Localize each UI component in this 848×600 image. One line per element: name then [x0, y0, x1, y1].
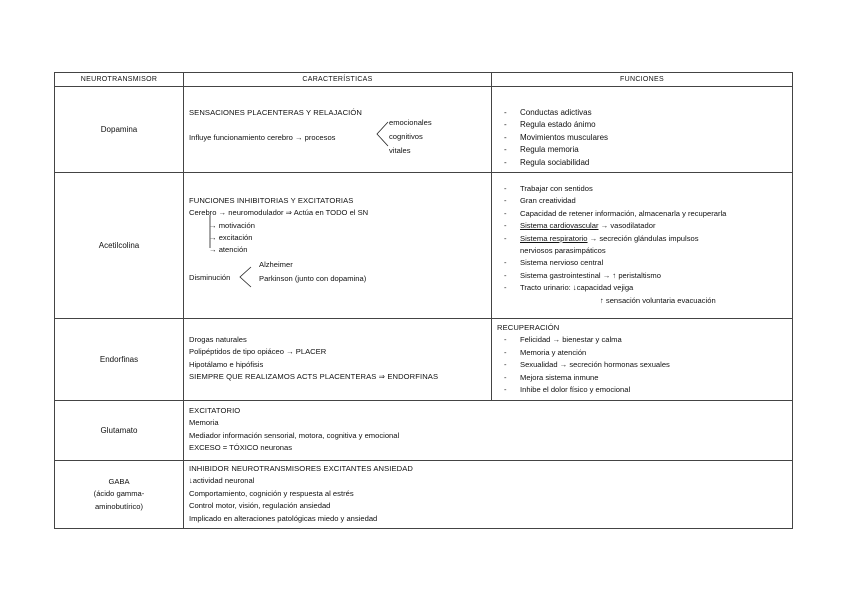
list-acetilcolina — [492, 183, 792, 307]
list-item-continuation: nerviosos parasimpáticos — [520, 246, 606, 256]
brace-dopamina — [375, 120, 389, 150]
branch-cognitivos: cognitivos — [389, 132, 423, 141]
dis-parkinson: Parkinson (junto con dopamina) — [259, 274, 367, 283]
gaba-name-line: GABA — [108, 476, 130, 486]
car-title-acetilcolina: FUNCIONES INHIBITORIAS Y EXCITATORIAS — [189, 196, 354, 205]
list-item: - Movimientos musculares — [492, 132, 792, 144]
neurotransmitter-table — [54, 72, 793, 529]
list-item-continuation: ↑ sensación voluntaria evacuación — [600, 295, 716, 305]
list-item: - Capacidad de retener información, almacenarla y recuperarla — [492, 208, 792, 220]
car-line: Control motor, visión, regulación ansiedad — [189, 501, 331, 511]
car-line: EXCITATORIO — [189, 406, 241, 415]
list-item: - Sistema nervioso central — [492, 257, 792, 269]
car-line: Polipéptidos de tipo opiáceo → PLACER — [189, 347, 327, 357]
car-main-dopamina: Influye funcionamiento cerebro → procesos — [189, 133, 336, 142]
car-line: Implicado en alteraciones patológicas miedo y ansiedad — [189, 513, 378, 523]
sub-excitacion: → excitación — [209, 233, 253, 242]
list-item: - Gran creatividad — [492, 195, 792, 207]
list-item: - Regula sociabilidad — [492, 157, 792, 169]
name-endorfinas: Endorfinas — [55, 319, 184, 401]
branch-vitales: vitales — [389, 146, 411, 155]
list-item: - Memoria y atención — [492, 347, 792, 359]
branch-emocionales: emocionales — [389, 118, 432, 127]
list-item: - Inhibe el dolor físico y emocional — [492, 384, 792, 396]
list-item: - Trabajar con sentidos — [492, 183, 792, 195]
list-dopamina — [492, 107, 792, 169]
dis-alzheimer: Alzheimer — [259, 260, 293, 269]
car-line: Mediador información sensorial, motora, cognitiva y emocional — [189, 430, 400, 440]
underlined-term: Sistema cardiovascular — [520, 221, 599, 231]
list-item: - Regula memoria — [492, 144, 792, 156]
car-line: Drogas naturales — [189, 335, 247, 344]
func-title-endorfinas: RECUPERACIÓN — [497, 323, 560, 332]
sub-motivacion: → motivación — [209, 221, 256, 230]
list-item: - Sexualidad → secreción hormonas sexuales — [492, 359, 792, 371]
car-title-dopamina: SENSACIONES PLACENTERAS Y RELAJACIÓN — [189, 108, 362, 117]
name-gaba — [55, 461, 184, 529]
car-acetilcolina — [184, 173, 492, 319]
table-header-row — [55, 73, 793, 87]
brace-disminucion — [238, 265, 252, 291]
func-dopamina — [492, 87, 793, 173]
car-line: Hipotálamo e hipófisis — [189, 359, 264, 369]
underlined-term: Sistema respiratorio — [520, 233, 588, 243]
header-neurotransmisor: NEUROTRANSMISOR — [55, 73, 184, 87]
car-line: INHIBIDOR NEUROTRANSMISORES EXCITANTES ANSIEDAD — [189, 464, 413, 473]
car-line: ↓actividad neuronal — [189, 476, 255, 486]
gaba-name-line: (ácido gamma- — [93, 489, 145, 499]
car-line: EXCESO = TÓXICO neuronas — [189, 443, 293, 453]
car-line-acetilcolina: Cerebro → neuromodulador ⇒ Actúa en TODO el SN — [189, 208, 369, 217]
gaba-name-line: aminobutírico) — [94, 501, 144, 511]
car-glutamato — [184, 401, 793, 461]
func-endorfinas — [492, 319, 793, 401]
header-caracteristicas: CARACTERÍSTICAS — [184, 73, 492, 87]
table-row-dopamina — [55, 87, 793, 173]
dis-label: Disminución — [189, 273, 231, 282]
car-gaba — [184, 461, 793, 529]
table-row-glutamato — [55, 401, 793, 461]
list-item: - Tracto urinario: ↓capacidad vejiga — [492, 282, 792, 294]
table-row-gaba — [55, 461, 793, 529]
list-item: - Sistema gastrointestinal → ↑ peristaltismo — [492, 270, 792, 282]
name-dopamina: Dopamina — [55, 87, 184, 173]
car-dopamina — [184, 87, 492, 173]
table-row-endorfinas — [55, 319, 793, 401]
car-line: Comportamiento, cognición y respuesta al estrés — [189, 488, 354, 498]
car-line: SIEMPRE QUE REALIZAMOS ACTS PLACENTERAS ⇒ ENDORFINAS — [189, 372, 439, 382]
list-item: - Sistema cardiovascular → vasodilatador — [492, 220, 792, 232]
sub-atencion: → atención — [209, 245, 248, 254]
func-acetilcolina — [492, 173, 793, 319]
list-item: - Regula estado ánimo — [492, 119, 792, 131]
car-endorfinas — [184, 319, 492, 401]
name-glutamato: Glutamato — [55, 401, 184, 461]
list-item: - Felicidad → bienestar y calma — [492, 334, 792, 346]
list-item: - Sistema respiratorio → secreción glándulas impulsos — [492, 233, 792, 245]
name-acetilcolina: Acetilcolina — [55, 173, 184, 319]
car-line: Memoria — [189, 418, 219, 428]
list-item: - Conductas adictivas — [492, 107, 792, 119]
list-item: - Mejora sistema inmune — [492, 372, 792, 384]
list-endorfinas — [492, 334, 792, 396]
table-row-acetilcolina — [55, 173, 793, 319]
header-funciones: FUNCIONES — [492, 73, 793, 87]
